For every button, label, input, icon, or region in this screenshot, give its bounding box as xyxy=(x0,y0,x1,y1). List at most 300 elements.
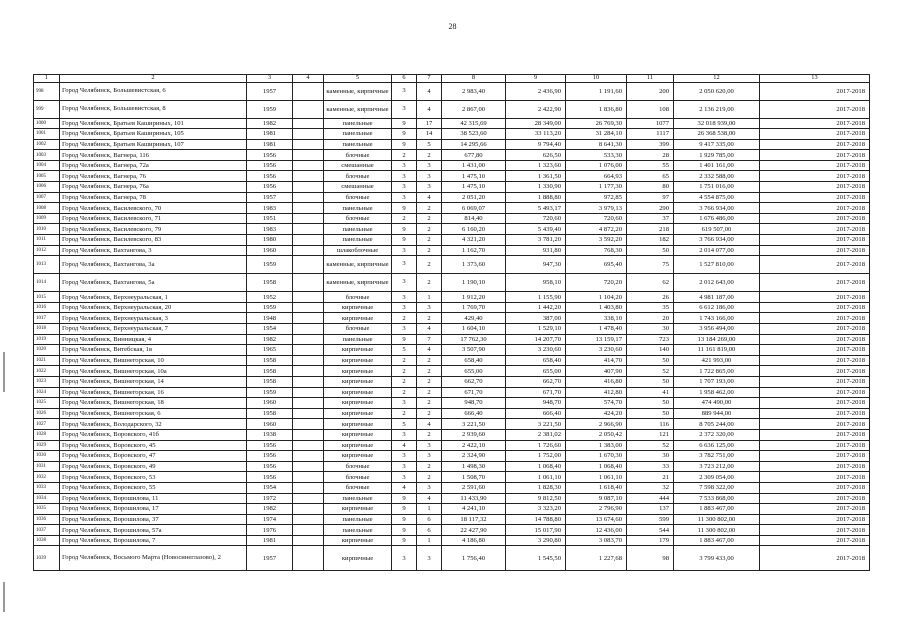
residential-area-cell: 658,40 xyxy=(506,355,566,366)
address-cell: Город Челябинск, Ворошилова, 11 xyxy=(60,493,247,504)
row-number-cell: 1030 xyxy=(34,451,60,462)
wall-material-cell: кирпичные xyxy=(324,419,392,430)
table-header-row xyxy=(34,75,870,83)
total-area-cell: 666,40 xyxy=(442,408,506,419)
wall-material-cell: каменные, кирпичные xyxy=(324,100,392,118)
private-area-cell: 1 836,80 xyxy=(566,100,627,118)
entrances-cell: 2 xyxy=(417,235,442,246)
floors-cell: 2 xyxy=(392,376,417,387)
private-area-cell: 533,30 xyxy=(566,150,627,161)
private-area-cell: 13 159,17 xyxy=(566,334,627,345)
year-built-cell: 1976 xyxy=(247,525,293,536)
residential-area-cell: 666,40 xyxy=(506,408,566,419)
private-area-cell: 768,30 xyxy=(566,245,627,256)
total-area-cell: 1 508,70 xyxy=(442,472,506,483)
entrances-cell: 2 xyxy=(417,313,442,324)
private-area-cell: 1 383,00 xyxy=(566,440,627,451)
residential-area-cell: 947,30 xyxy=(506,256,566,274)
floors-cell: 3 xyxy=(392,100,417,118)
residential-area-cell: 958,10 xyxy=(506,274,566,292)
repair-period-cell: 2017-2018 xyxy=(760,535,870,546)
residents-cell: 75 xyxy=(627,256,674,274)
year-built-cell: 1956 xyxy=(247,182,293,193)
total-area-cell: 2 591,60 xyxy=(442,482,506,493)
col-4-cell xyxy=(293,514,324,525)
col-4-cell xyxy=(293,376,324,387)
floors-cell: 4 xyxy=(392,440,417,451)
wall-material-cell: кирпичные xyxy=(324,302,392,313)
repair-cost-cell: 2 050 620,00 xyxy=(674,82,760,100)
row-number-cell: 1007 xyxy=(34,192,60,203)
table-row xyxy=(34,429,870,440)
repair-period-cell: 2017-2018 xyxy=(760,235,870,246)
residents-cell: 32 xyxy=(627,482,674,493)
entrances-cell: 3 xyxy=(417,182,442,193)
residential-area-cell: 671,70 xyxy=(506,387,566,398)
total-area-cell: 1 190,10 xyxy=(442,274,506,292)
floors-cell: 9 xyxy=(392,203,417,214)
entrances-cell: 2 xyxy=(417,429,442,440)
wall-material-cell: блочные xyxy=(324,150,392,161)
residents-cell: 50 xyxy=(627,376,674,387)
address-cell: Город Челябинск, Василевского, 71 xyxy=(60,213,247,224)
repair-cost-cell: 1 958 462,00 xyxy=(674,387,760,398)
row-number-cell: 1015 xyxy=(34,292,60,303)
col-4-cell xyxy=(293,224,324,235)
col-4-cell xyxy=(293,192,324,203)
repair-period-cell: 2017-2018 xyxy=(760,139,870,150)
wall-material-cell: кирпичные xyxy=(324,429,392,440)
year-built-cell: 1957 xyxy=(247,82,293,100)
year-built-cell: 1951 xyxy=(247,213,293,224)
repair-period-cell: 2017-2018 xyxy=(760,440,870,451)
entrances-cell: 2 xyxy=(417,398,442,409)
repair-cost-cell: 7 533 868,00 xyxy=(674,493,760,504)
residential-area-cell: 2 381,02 xyxy=(506,429,566,440)
col-4-cell xyxy=(293,324,324,335)
repair-period-cell: 2017-2018 xyxy=(760,419,870,430)
repair-period-cell: 2017-2018 xyxy=(760,472,870,483)
repair-cost-cell: 1 883 467,00 xyxy=(674,504,760,515)
repair-cost-cell: 6 612 186,00 xyxy=(674,302,760,313)
year-built-cell: 1956 xyxy=(247,150,293,161)
col-4-cell xyxy=(293,203,324,214)
table-row xyxy=(34,324,870,335)
entrances-cell: 3 xyxy=(417,302,442,313)
col-4-cell xyxy=(293,182,324,193)
table-row xyxy=(34,535,870,546)
entrances-cell: 2 xyxy=(417,150,442,161)
repair-period-cell: 2017-2018 xyxy=(760,302,870,313)
column-number-header: 6 xyxy=(392,75,417,83)
repair-cost-cell: 32 018 939,00 xyxy=(674,118,760,129)
total-area-cell: 4 186,80 xyxy=(442,535,506,546)
total-area-cell: 658,40 xyxy=(442,355,506,366)
address-cell: Город Челябинск, Василевского, 83 xyxy=(60,235,247,246)
floors-cell: 3 xyxy=(392,171,417,182)
residents-cell: 30 xyxy=(627,324,674,335)
wall-material-cell: блочные xyxy=(324,171,392,182)
year-built-cell: 1981 xyxy=(247,535,293,546)
year-built-cell: 1956 xyxy=(247,160,293,171)
table-row xyxy=(34,171,870,182)
address-cell: Город Челябинск, Верхнеуральская, 20 xyxy=(60,302,247,313)
column-number-header: 5 xyxy=(324,75,392,83)
private-area-cell: 407,90 xyxy=(566,366,627,377)
private-area-cell: 338,10 xyxy=(566,313,627,324)
entrances-cell: 2 xyxy=(417,355,442,366)
page-number: 28 xyxy=(448,22,457,31)
scan-margin-mark xyxy=(3,352,5,392)
entrances-cell: 5 xyxy=(417,139,442,150)
repair-cost-cell: 6 636 125,00 xyxy=(674,440,760,451)
table-row xyxy=(34,355,870,366)
repair-cost-cell: 3 799 433,00 xyxy=(674,546,760,571)
entrances-cell: 14 xyxy=(417,129,442,140)
year-built-cell: 1958 xyxy=(247,274,293,292)
col-4-cell xyxy=(293,451,324,462)
col-4-cell xyxy=(293,546,324,571)
address-cell: Город Челябинск, Воровского, 45 xyxy=(60,440,247,451)
residential-area-cell: 387,00 xyxy=(506,313,566,324)
residents-cell: 108 xyxy=(627,100,674,118)
year-built-cell: 1958 xyxy=(247,366,293,377)
repair-cost-cell: 1 883 467,00 xyxy=(674,535,760,546)
address-cell: Город Челябинск, Василевского, 79 xyxy=(60,224,247,235)
table-row xyxy=(34,245,870,256)
row-number-cell: 1005 xyxy=(34,171,60,182)
address-cell: Город Челябинск, Верхнеуральская, 3 xyxy=(60,313,247,324)
table-row xyxy=(34,313,870,324)
wall-material-cell: смешанные xyxy=(324,182,392,193)
col-4-cell xyxy=(293,100,324,118)
year-built-cell: 1956 xyxy=(247,472,293,483)
floors-cell: 3 xyxy=(392,292,417,303)
column-number-header: 10 xyxy=(566,75,627,83)
repair-period-cell: 2017-2018 xyxy=(760,355,870,366)
wall-material-cell: кирпичные xyxy=(324,313,392,324)
floors-cell: 9 xyxy=(392,514,417,525)
private-area-cell: 3 230,60 xyxy=(566,345,627,356)
repair-period-cell: 2017-2018 xyxy=(760,150,870,161)
residents-cell: 98 xyxy=(627,546,674,571)
repair-period-cell: 2017-2018 xyxy=(760,100,870,118)
year-built-cell: 1960 xyxy=(247,245,293,256)
year-built-cell: 1958 xyxy=(247,355,293,366)
col-4-cell xyxy=(293,129,324,140)
col-4-cell xyxy=(293,472,324,483)
floors-cell: 2 xyxy=(392,313,417,324)
table-body xyxy=(34,75,870,571)
entrances-cell: 4 xyxy=(417,324,442,335)
wall-material-cell: панельные xyxy=(324,334,392,345)
floors-cell: 2 xyxy=(392,408,417,419)
row-number-cell: 998 xyxy=(34,82,60,100)
table-row xyxy=(34,482,870,493)
floors-cell: 3 xyxy=(392,451,417,462)
floors-cell: 9 xyxy=(392,224,417,235)
repair-cost-cell: 1 929 785,00 xyxy=(674,150,760,161)
wall-material-cell: блочные xyxy=(324,472,392,483)
row-number-cell: 1011 xyxy=(34,235,60,246)
wall-material-cell: блочные xyxy=(324,192,392,203)
total-area-cell: 677,80 xyxy=(442,150,506,161)
address-cell: Город Челябинск, Верхнеуральская, 1 xyxy=(60,292,247,303)
table-row xyxy=(34,235,870,246)
total-area-cell: 1 912,20 xyxy=(442,292,506,303)
private-area-cell: 9 087,10 xyxy=(566,493,627,504)
residents-cell: 35 xyxy=(627,302,674,313)
total-area-cell: 1 756,40 xyxy=(442,546,506,571)
row-number-cell: 1029 xyxy=(34,440,60,451)
address-cell: Город Челябинск, Воровского, 53 xyxy=(60,472,247,483)
residential-area-cell: 5 493,17 xyxy=(506,203,566,214)
row-number-cell: 1032 xyxy=(34,472,60,483)
table-row xyxy=(34,472,870,483)
floors-cell: 3 xyxy=(392,302,417,313)
address-cell: Город Челябинск, Воровского, 47 xyxy=(60,451,247,462)
wall-material-cell: кирпичные xyxy=(324,387,392,398)
repair-period-cell: 2017-2018 xyxy=(760,182,870,193)
wall-material-cell: блочные xyxy=(324,482,392,493)
entrances-cell: 6 xyxy=(417,514,442,525)
residential-area-cell: 1 330,90 xyxy=(506,182,566,193)
col-4-cell xyxy=(293,82,324,100)
private-area-cell: 26 769,30 xyxy=(566,118,627,129)
residents-cell: 50 xyxy=(627,245,674,256)
entrances-cell: 7 xyxy=(417,334,442,345)
residential-area-cell: 662,70 xyxy=(506,376,566,387)
col-4-cell xyxy=(293,160,324,171)
wall-material-cell: панельные xyxy=(324,203,392,214)
residents-cell: 65 xyxy=(627,171,674,182)
table-row xyxy=(34,182,870,193)
row-number-cell: 1002 xyxy=(34,139,60,150)
row-number-cell: 1020 xyxy=(34,345,60,356)
private-area-cell: 972,85 xyxy=(566,192,627,203)
address-cell: Город Челябинск, Большевистская, 8 xyxy=(60,100,247,118)
wall-material-cell: кирпичные xyxy=(324,366,392,377)
residential-area-cell: 3 230,60 xyxy=(506,345,566,356)
floors-cell: 9 xyxy=(392,235,417,246)
private-area-cell: 1 670,30 xyxy=(566,451,627,462)
housing-register-table xyxy=(33,74,870,571)
year-built-cell: 1956 xyxy=(247,440,293,451)
table-row xyxy=(34,504,870,515)
residents-cell: 137 xyxy=(627,504,674,515)
year-built-cell: 1960 xyxy=(247,398,293,409)
address-cell: Город Челябинск, Вагнера, 72а xyxy=(60,160,247,171)
repair-period-cell: 2017-2018 xyxy=(760,292,870,303)
col-4-cell xyxy=(293,419,324,430)
residential-area-cell: 626,50 xyxy=(506,150,566,161)
total-area-cell: 2 051,20 xyxy=(442,192,506,203)
residents-cell: 50 xyxy=(627,355,674,366)
total-area-cell: 948,70 xyxy=(442,398,506,409)
repair-cost-cell: 3 766 934,00 xyxy=(674,235,760,246)
private-area-cell: 1 227,68 xyxy=(566,546,627,571)
repair-cost-cell: 3 766 934,00 xyxy=(674,203,760,214)
total-area-cell: 2 324,90 xyxy=(442,451,506,462)
column-number-header: 11 xyxy=(627,75,674,83)
residential-area-cell: 2 422,90 xyxy=(506,100,566,118)
repair-period-cell: 2017-2018 xyxy=(760,408,870,419)
address-cell: Город Челябинск, Вахтангова, 3а xyxy=(60,256,247,274)
total-area-cell: 1 769,70 xyxy=(442,302,506,313)
column-number-header: 3 xyxy=(247,75,293,83)
total-area-cell: 4 321,20 xyxy=(442,235,506,246)
row-number-cell: 1039 xyxy=(34,546,60,571)
scan-margin-mark xyxy=(3,582,5,612)
floors-cell: 3 xyxy=(392,429,417,440)
entrances-cell: 4 xyxy=(417,419,442,430)
year-built-cell: 1981 xyxy=(247,129,293,140)
year-built-cell: 1972 xyxy=(247,493,293,504)
table-row xyxy=(34,461,870,472)
wall-material-cell: шлакоблочные xyxy=(324,245,392,256)
total-area-cell: 1 431,00 xyxy=(442,160,506,171)
col-4-cell xyxy=(293,525,324,536)
residential-area-cell: 14 207,70 xyxy=(506,334,566,345)
repair-period-cell: 2017-2018 xyxy=(760,345,870,356)
residents-cell: 50 xyxy=(627,398,674,409)
wall-material-cell: панельные xyxy=(324,514,392,525)
repair-period-cell: 2017-2018 xyxy=(760,376,870,387)
entrances-cell: 3 xyxy=(417,451,442,462)
private-area-cell: 1 403,80 xyxy=(566,302,627,313)
row-number-cell: 1023 xyxy=(34,376,60,387)
private-area-cell: 3 083,70 xyxy=(566,535,627,546)
residents-cell: 41 xyxy=(627,387,674,398)
year-built-cell: 1957 xyxy=(247,192,293,203)
row-number-cell: 1014 xyxy=(34,274,60,292)
entrances-cell: 3 xyxy=(417,440,442,451)
year-built-cell: 1954 xyxy=(247,324,293,335)
col-4-cell xyxy=(293,387,324,398)
private-area-cell: 8 641,30 xyxy=(566,139,627,150)
total-area-cell: 1 604,10 xyxy=(442,324,506,335)
address-cell: Город Челябинск, Братьев Кашириных, 105 xyxy=(60,129,247,140)
repair-cost-cell: 7 598 322,00 xyxy=(674,482,760,493)
residents-cell: 26 xyxy=(627,292,674,303)
year-built-cell: 1982 xyxy=(247,504,293,515)
residents-cell: 200 xyxy=(627,82,674,100)
total-area-cell: 2 422,10 xyxy=(442,440,506,451)
total-area-cell: 814,40 xyxy=(442,213,506,224)
floors-cell: 9 xyxy=(392,493,417,504)
wall-material-cell: кирпичные xyxy=(324,504,392,515)
table-row xyxy=(34,118,870,129)
residential-area-cell: 9 812,50 xyxy=(506,493,566,504)
wall-material-cell: блочные xyxy=(324,324,392,335)
table-row xyxy=(34,160,870,171)
private-area-cell: 1 478,40 xyxy=(566,324,627,335)
floors-cell: 5 xyxy=(392,419,417,430)
entrances-cell: 2 xyxy=(417,203,442,214)
year-built-cell: 1956 xyxy=(247,451,293,462)
col-4-cell xyxy=(293,461,324,472)
address-cell: Город Челябинск, Восьмого Марта (Новосинеглазово), 2 xyxy=(60,546,247,571)
repair-period-cell: 2017-2018 xyxy=(760,245,870,256)
year-built-cell: 1958 xyxy=(247,408,293,419)
residents-cell: 20 xyxy=(627,313,674,324)
total-area-cell: 662,70 xyxy=(442,376,506,387)
private-area-cell: 31 284,10 xyxy=(566,129,627,140)
row-number-cell: 1009 xyxy=(34,213,60,224)
col-4-cell xyxy=(293,256,324,274)
column-number-header: 9 xyxy=(506,75,566,83)
address-cell: Город Челябинск, Вишнегорская, 18 xyxy=(60,398,247,409)
entrances-cell: 2 xyxy=(417,461,442,472)
entrances-cell: 1 xyxy=(417,535,442,546)
repair-cost-cell: 3 723 212,00 xyxy=(674,461,760,472)
repair-cost-cell: 421 993,00 xyxy=(674,355,760,366)
private-area-cell: 2 966,90 xyxy=(566,419,627,430)
private-area-cell: 3 592,20 xyxy=(566,235,627,246)
residents-cell: 121 xyxy=(627,429,674,440)
repair-cost-cell: 9 417 335,00 xyxy=(674,139,760,150)
wall-material-cell: кирпичные xyxy=(324,408,392,419)
row-number-cell: 1031 xyxy=(34,461,60,472)
year-built-cell: 1959 xyxy=(247,387,293,398)
residential-area-cell: 3 323,20 xyxy=(506,504,566,515)
repair-cost-cell: 3 782 751,00 xyxy=(674,451,760,462)
wall-material-cell: кирпичные xyxy=(324,546,392,571)
residents-cell: 116 xyxy=(627,419,674,430)
total-area-cell: 1 373,60 xyxy=(442,256,506,274)
table-row xyxy=(34,376,870,387)
table-row xyxy=(34,525,870,536)
residents-cell: 50 xyxy=(627,408,674,419)
column-number-header: 12 xyxy=(674,75,760,83)
repair-cost-cell: 889 944,00 xyxy=(674,408,760,419)
row-number-cell: 1027 xyxy=(34,419,60,430)
wall-material-cell: панельные xyxy=(324,118,392,129)
wall-material-cell: панельные xyxy=(324,129,392,140)
year-built-cell: 1958 xyxy=(247,376,293,387)
entrances-cell: 3 xyxy=(417,482,442,493)
repair-cost-cell: 1 401 161,00 xyxy=(674,160,760,171)
repair-period-cell: 2017-2018 xyxy=(760,274,870,292)
residential-area-cell: 1 323,60 xyxy=(506,160,566,171)
repair-period-cell: 2017-2018 xyxy=(760,171,870,182)
column-number-header: 4 xyxy=(293,75,324,83)
wall-material-cell: кирпичные xyxy=(324,355,392,366)
residential-area-cell: 3 221,50 xyxy=(506,419,566,430)
entrances-cell: 2 xyxy=(417,224,442,235)
address-cell: Город Челябинск, Володарского, 32 xyxy=(60,419,247,430)
total-area-cell: 14 295,66 xyxy=(442,139,506,150)
year-built-cell: 1965 xyxy=(247,345,293,356)
total-area-cell: 2 983,40 xyxy=(442,82,506,100)
residential-area-cell: 1 752,00 xyxy=(506,451,566,462)
residents-cell: 723 xyxy=(627,334,674,345)
repair-period-cell: 2017-2018 xyxy=(760,504,870,515)
repair-period-cell: 2017-2018 xyxy=(760,324,870,335)
year-built-cell: 1974 xyxy=(247,514,293,525)
residential-area-cell: 655,00 xyxy=(506,366,566,377)
residential-area-cell: 3 290,80 xyxy=(506,535,566,546)
private-area-cell: 4 872,20 xyxy=(566,224,627,235)
floors-cell: 9 xyxy=(392,334,417,345)
residential-area-cell: 1 726,60 xyxy=(506,440,566,451)
row-number-cell: 1003 xyxy=(34,150,60,161)
entrances-cell: 4 xyxy=(417,100,442,118)
col-4-cell xyxy=(293,118,324,129)
wall-material-cell: панельные xyxy=(324,235,392,246)
col-4-cell xyxy=(293,171,324,182)
repair-cost-cell: 2 309 054,00 xyxy=(674,472,760,483)
